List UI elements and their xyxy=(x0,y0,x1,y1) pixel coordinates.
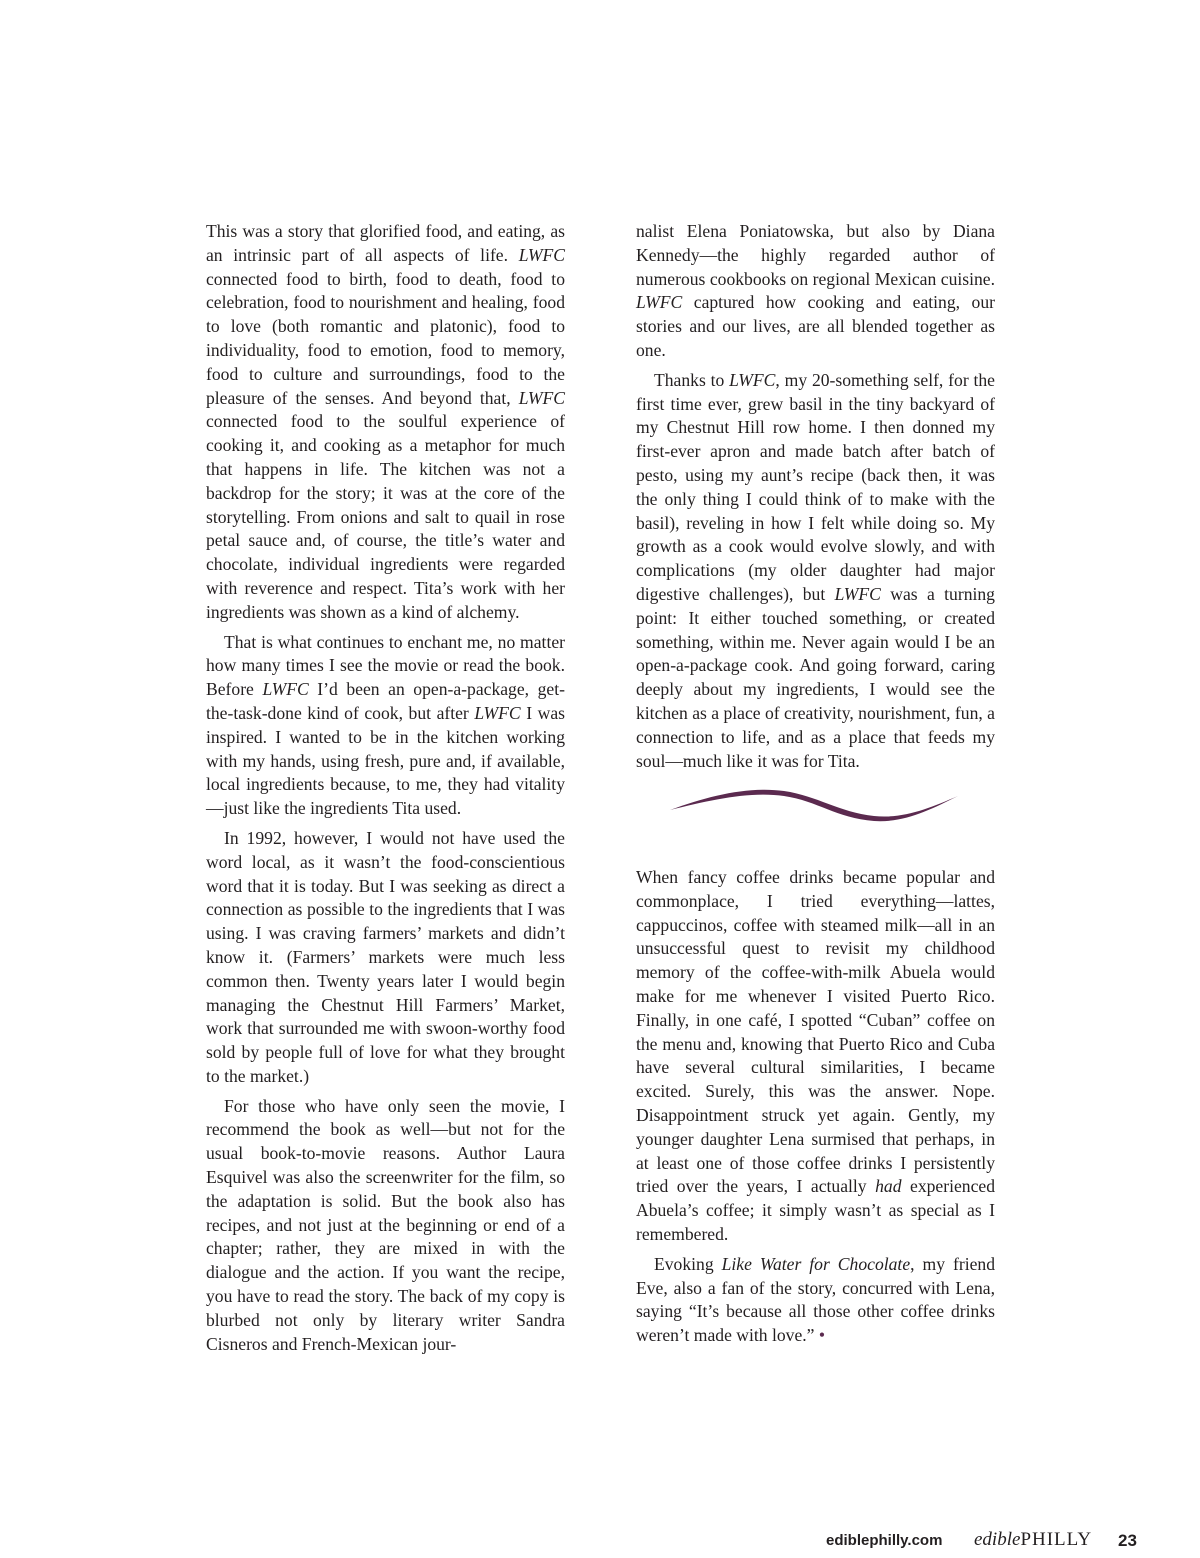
page-footer xyxy=(826,1529,1146,1555)
paragraph xyxy=(636,1253,995,1348)
brand-edible: edible xyxy=(974,1529,1021,1550)
paragraph-text: experienced Abuela’s coffee; it simply wasn’t as special as I remembered. xyxy=(636,1176,995,1244)
brand-philly: PHILLY xyxy=(1020,1529,1093,1550)
italic-title: LWFC xyxy=(474,702,521,723)
italic-title: LWFC xyxy=(518,244,565,265)
paragraph-text: I was inspired. I wanted to be in the kitchen working with my hands, using fresh, pure and, if available, local ingredients because, to me, they had vitality—just like the ingredients Tita used. xyxy=(206,702,565,819)
italic-emphasis: had xyxy=(875,1176,902,1197)
paragraph-text: connected food to birth, food to death, food to celebration, food to nourishment and healing, food to love (both romantic and platonic), food to individuality, food to emotion, food to memory, food to culture and surroundings, food to the pleasure of the senses. And beyond that, xyxy=(206,268,565,408)
paragraph-text: Evoking xyxy=(654,1253,722,1274)
italic-title: LWFC xyxy=(729,369,776,390)
paragraph-text: nalist Elena Poniatowska, but also by Diana Kennedy—the highly regarded author of numerous cookbooks on regional Mexican cuisine. xyxy=(636,221,995,289)
paragraph-text: That is what continues to enchant me, no matter how many times I see the movie or read the book. Before xyxy=(206,631,565,700)
paragraph-text: was a turning point: It either touched something, or created something, within me. Never again would I be an open-a-package cook. And going forward, caring deeply about my ingredients, I would see the kitchen as a place of creativity, nourishment, fun, a connection to life, and as a place that feeds my soul—much like it was for Tita. xyxy=(636,583,995,771)
footer-url[interactable]: ediblephilly.com xyxy=(826,1532,943,1549)
paragraph-text: When fancy coffee drinks became popular and commonplace, I tried everything—lattes, cappuccinos, coffee with steamed milk—all in an unsuccessful quest to revisit my childhood memory of the coffee-with-milk Abuela would make for me whenever I visited Puerto Rico. Finally, in one café, I spotted “Cuban” coffee on the menu and, knowing that Puerto Rico and Cuba have several cultural similarities, I became excited. Surely, this was the answer. Nope. Disappointment struck yet again. Gently, my younger daughter Lena surmised that perhaps, in at least one of those coffee drinks I persistently tried over the years, I actually xyxy=(636,867,995,1197)
paragraph-text: connected food to the soulful experience of cooking it, and cooking as a metaphor for much that happens in life. The kitchen was not a backdrop for the story; it was at the core of the storytelling. From onions and salt to quail in rose petal sauce and, of course, the title’s water and chocolate, individual ingredients were regarded with reverence and respect. Tita’s work with her ingredients was shown as a kind of alchemy. xyxy=(206,411,565,622)
italic-title: LWFC xyxy=(518,387,565,408)
paragraph-text: I’d been an open-a-package, get-the-task-done kind of cook, but after xyxy=(206,679,565,723)
paragraph-text: Thanks to xyxy=(654,369,730,390)
paragraph xyxy=(636,369,995,774)
paragraph xyxy=(636,220,995,363)
article-left-column xyxy=(206,220,565,1362)
italic-title: LWFC xyxy=(636,292,683,313)
italic-title: Like Water for Chocolate xyxy=(721,1253,911,1274)
paragraph-text: , my friend Eve, also a fan of the story, concurred with Lena, saying “It’s because all those other coffee drinks weren’t made with love.” xyxy=(636,1253,995,1346)
article-right-column-top xyxy=(636,220,995,779)
footer-brand xyxy=(974,1529,1093,1551)
end-bullet: • xyxy=(818,1325,826,1346)
paragraph xyxy=(206,220,565,625)
wave-divider-icon xyxy=(668,782,960,822)
paragraph xyxy=(206,631,565,821)
article-right-column-bottom xyxy=(636,866,995,1354)
paragraph-text: captured how cooking and eating, our stories and our lives, are all blended together as one. xyxy=(636,292,995,360)
paragraph: For those who have only seen the movie, I recommend the book as well—but not for the usual book-to-movie reasons. Author Laura Esquivel was also the screenwriter for the film, so the adaptation is solid. But the book also has recipes, and not just at the beginning or end of a chapter; rather, they are mixed in with the dialogue and the action. If you want the recipe, you have to read the story. The back of my copy is blurbed not only by literary writer Sandra Cisneros and French-Mexican jour- xyxy=(206,1095,565,1354)
italic-title: LWFC xyxy=(834,583,881,604)
paragraph: In 1992, however, I would not have used the word local, as it wasn’t the food-conscientious word that it is today. But I was seeking as direct a connection as possible to the ingredients that I was using. I was craving farmers’ markets and didn’t know it. (Farmers’ markets were much less common then. Twenty years later I would begin managing the Chestnut Hill Farmers’ Market, work that surrounded me with swoon-worthy food sold by people full of love for what they brought to the market.) xyxy=(206,827,565,1086)
paragraph-text: , my 20-something self, for the first time ever, grew basil in the tiny backyard of my Chestnut Hill row home. I then donned my first-ever apron and made batch after batch of pesto, using my aunt’s recipe (back then, it was the only thing I could think of to make with the basil), reveling in how I felt while doing so. My growth as a cook would evolve slowly, and with complications (my older daughter had major digestive challenges), but xyxy=(636,369,995,604)
paragraph xyxy=(636,866,995,1247)
page-number: 23 xyxy=(1118,1531,1137,1550)
paragraph-text: This was a story that glorified food, and eating, as an intrinsic part of all aspects of life. xyxy=(206,221,565,265)
italic-title: LWFC xyxy=(262,679,309,700)
